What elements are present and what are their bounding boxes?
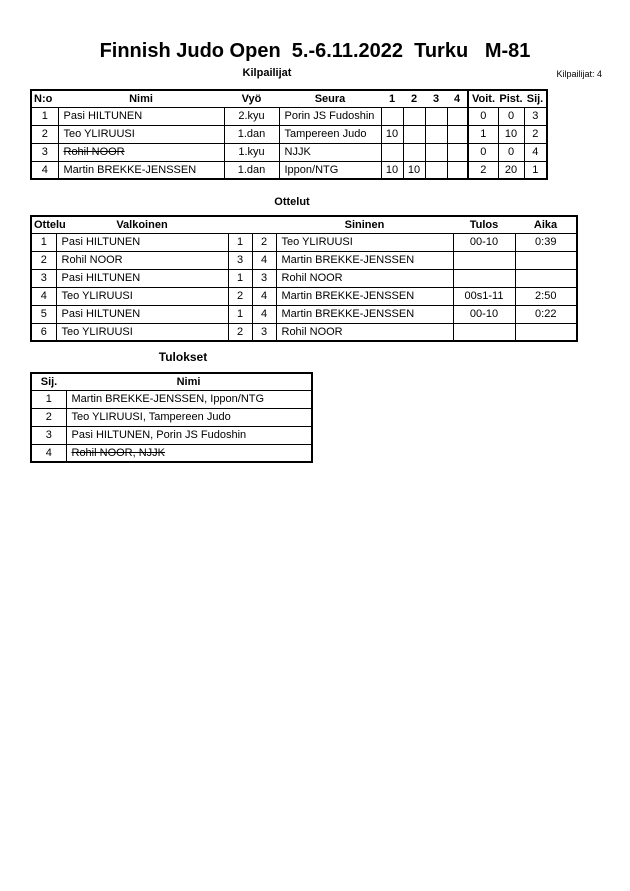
white-no-cell: 2 (228, 323, 252, 341)
round-cell (425, 107, 447, 125)
time-cell (515, 251, 577, 269)
col-header-round-2: 2 (410, 92, 418, 105)
competitors-table (30, 89, 548, 180)
belt-cell: 1.kyu (224, 143, 279, 161)
result-row (31, 390, 312, 408)
round-cell (425, 143, 447, 161)
result-cell (453, 269, 515, 287)
match-row (31, 269, 577, 287)
no-cell: 3 (31, 143, 58, 161)
round-cell (381, 107, 403, 125)
col-header-blue: Sininen (344, 218, 385, 231)
result-cell (453, 323, 515, 341)
wins-cell: 0 (468, 107, 498, 125)
time-cell (515, 269, 577, 287)
result-cell: 00-10 (453, 233, 515, 251)
match-row (31, 287, 577, 305)
matches-header-row (31, 216, 577, 233)
white-name-cell: Teo YLIRUUSI (56, 287, 228, 305)
match-no-cell: 3 (31, 269, 56, 287)
place-cell: 1 (31, 390, 66, 408)
round-cell (447, 107, 468, 125)
club-cell: Porin JS Fudoshin (279, 107, 381, 125)
white-no-cell: 1 (228, 269, 252, 287)
competitor-row (31, 125, 547, 143)
result-name-cell (66, 444, 312, 462)
no-cell: 4 (31, 161, 58, 179)
wins-cell: 2 (468, 161, 498, 179)
blue-name-cell: Rohil NOOR (276, 269, 453, 287)
place-cell: 3 (31, 426, 66, 444)
name-cell: Pasi HILTUNEN (58, 107, 224, 125)
col-header-wins: Voit. (468, 90, 498, 107)
time-cell (515, 323, 577, 341)
col-header-spacer (252, 216, 276, 233)
struck-competitor-name: Rohil NOOR (63, 146, 125, 158)
time-cell: 0:39 (515, 233, 577, 251)
results-table (30, 372, 313, 463)
blue-name-cell: Martin BREKKE-JENSSEN (276, 287, 453, 305)
name-cell (58, 143, 224, 161)
col-header-time: Aika (533, 218, 558, 231)
col-header-belt: Vyö (241, 92, 262, 105)
white-no-cell: 1 (228, 233, 252, 251)
round-cell (403, 107, 425, 125)
round-cell (381, 143, 403, 161)
belt-cell: 1.dan (224, 125, 279, 143)
col-header-place: Sij. (526, 92, 544, 105)
points-cell: 10 (498, 125, 524, 143)
match-row (31, 233, 577, 251)
result-cell: 00-10 (453, 305, 515, 323)
place-cell: 3 (524, 107, 547, 125)
place-cell: 2 (524, 125, 547, 143)
white-no-cell: 1 (228, 305, 252, 323)
competitor-row (31, 161, 547, 179)
col-header-no: N:o (34, 92, 53, 105)
round-cell (403, 125, 425, 143)
col-header-round-4: 4 (453, 92, 461, 105)
place-cell: 4 (524, 143, 547, 161)
round-cell: 10 (403, 161, 425, 179)
result-cell (453, 251, 515, 269)
round-cell (425, 125, 447, 143)
time-cell: 0:22 (515, 305, 577, 323)
results-header-row (31, 373, 312, 390)
result-name-cell: Pasi HILTUNEN, Porin JS Fudoshin (66, 426, 312, 444)
blue-name-cell: Martin BREKKE-JENSSEN (276, 305, 453, 323)
result-row (31, 444, 312, 462)
place-cell: 4 (31, 444, 66, 462)
blue-no-cell: 4 (252, 251, 276, 269)
blue-name-cell: Teo YLIRUUSI (276, 233, 453, 251)
no-cell: 1 (31, 107, 58, 125)
result-name-cell: Martin BREKKE-JENSSEN, Ippon/NTG (66, 390, 312, 408)
name-cell: Martin BREKKE-JENSSEN (58, 161, 224, 179)
white-name-cell: Teo YLIRUUSI (56, 323, 228, 341)
col-header-result: Tulos (469, 218, 499, 231)
white-name-cell: Pasi HILTUNEN (56, 305, 228, 323)
col-header-name: Nimi (176, 375, 201, 388)
match-row (31, 305, 577, 323)
round-cell: 10 (381, 161, 403, 179)
col-header-name: Nimi (129, 92, 153, 105)
blue-name-cell: Martin BREKKE-JENSSEN (276, 251, 453, 269)
col-header-round-3: 3 (432, 92, 440, 105)
round-cell (447, 125, 468, 143)
col-header-club: Seura (314, 92, 346, 105)
match-no-cell: 5 (31, 305, 56, 323)
struck-competitor-name: Rohil NOOR, NJJK (71, 446, 166, 459)
round-cell (425, 161, 447, 179)
blue-no-cell: 3 (252, 323, 276, 341)
round-cell (447, 143, 468, 161)
caption-tulokset: Tulokset (158, 350, 208, 364)
matches-table (30, 215, 578, 342)
place-cell: 2 (31, 408, 66, 426)
points-cell: 20 (498, 161, 524, 179)
result-row (31, 426, 312, 444)
white-name-cell: Pasi HILTUNEN (56, 233, 228, 251)
col-header-place: Sij. (40, 375, 58, 388)
blue-no-cell: 3 (252, 269, 276, 287)
col-header-points: Pist. (499, 92, 523, 105)
col-header-match: Ottelu (34, 218, 66, 231)
white-no-cell: 2 (228, 287, 252, 305)
points-cell: 0 (498, 107, 524, 125)
result-row (31, 408, 312, 426)
belt-cell: 1.dan (224, 161, 279, 179)
no-cell: 2 (31, 125, 58, 143)
col-header-spacer (228, 216, 252, 233)
wins-cell: 0 (468, 143, 498, 161)
round-cell (403, 143, 425, 161)
points-cell: 0 (498, 143, 524, 161)
caption-kilpailijat: Kilpailijat (242, 67, 292, 79)
place-cell: 1 (524, 161, 547, 179)
competitors-header-row (31, 90, 547, 107)
white-no-cell: 3 (228, 251, 252, 269)
club-cell: Ippon/NTG (279, 161, 381, 179)
result-cell: 00s1-11 (453, 287, 515, 305)
belt-cell: 2.kyu (224, 107, 279, 125)
competitor-row (31, 143, 547, 161)
match-no-cell: 4 (31, 287, 56, 305)
blue-name-cell: Rohil NOOR (276, 323, 453, 341)
club-cell: Tampereen Judo (279, 125, 381, 143)
caption-ottelut: Ottelut (274, 196, 310, 208)
blue-no-cell: 4 (252, 305, 276, 323)
match-no-cell: 2 (31, 251, 56, 269)
blue-no-cell: 2 (252, 233, 276, 251)
round-cell: 10 (381, 125, 403, 143)
match-no-cell: 1 (31, 233, 56, 251)
result-name-cell: Teo YLIRUUSI, Tampereen Judo (66, 408, 312, 426)
competitor-count: Kilpailijat: 4 (556, 69, 602, 79)
round-cell (447, 161, 468, 179)
white-name-cell: Rohil NOOR (56, 251, 228, 269)
match-row (31, 323, 577, 341)
name-cell: Teo YLIRUUSI (58, 125, 224, 143)
competitor-row (31, 107, 547, 125)
white-name-cell: Pasi HILTUNEN (56, 269, 228, 287)
col-header-white: Valkoinen (116, 218, 168, 231)
blue-no-cell: 4 (252, 287, 276, 305)
page-title: Finnish Judo Open 5.-6.11.2022 Turku M-81 (99, 40, 531, 62)
wins-cell: 1 (468, 125, 498, 143)
col-header-round-1: 1 (388, 92, 396, 105)
time-cell: 2:50 (515, 287, 577, 305)
match-no-cell: 6 (31, 323, 56, 341)
match-row (31, 251, 577, 269)
club-cell: NJJK (279, 143, 381, 161)
